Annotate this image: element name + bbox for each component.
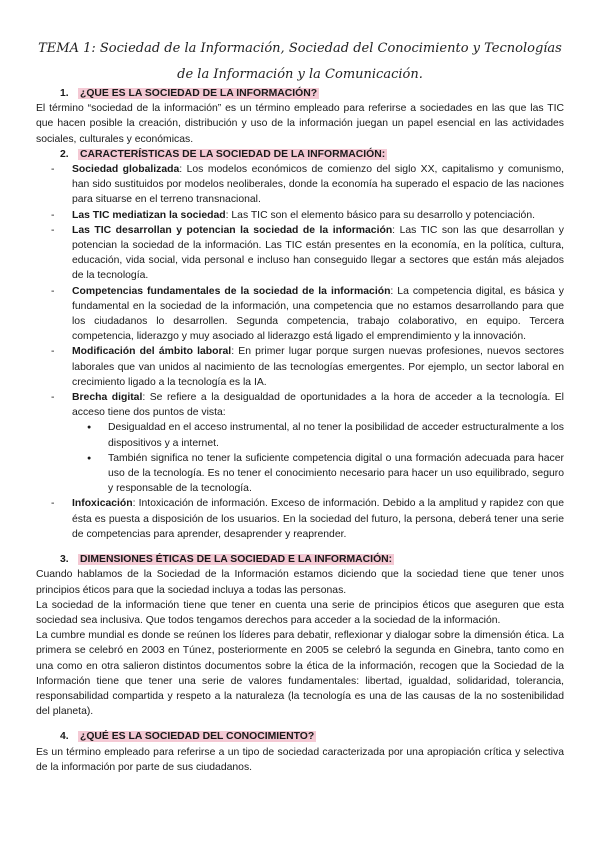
document-body [36, 86, 564, 775]
list-item [36, 496, 564, 542]
characteristics-list [36, 162, 564, 542]
list-item [36, 284, 564, 345]
section-3-paragraph: Cuando hablamos de la Sociedad de la Información estamos diciendo que la sociedad tiene que tener unos principios éticos para que la sociedad incluya a todas las personas. [36, 569, 564, 596]
spacer [36, 542, 564, 552]
item-term: Las TIC mediatizan la sociedad [72, 209, 226, 221]
section-number: 3. [60, 554, 69, 566]
item-term: Modificación del ámbito laboral [72, 346, 232, 358]
list-item [36, 390, 564, 496]
item-term: Infoxicación [72, 498, 133, 510]
item-text: : Los modelos económicos de comienzo del siglo XX, capitalismo y comunismo, han sido sustituidos por modelos neoliberales, donde la economía ha superado el espacio de las naciones para situarse en el terreno transnacional. [72, 164, 564, 206]
brecha-points-list [72, 420, 564, 496]
list-item [36, 344, 564, 390]
item-text: : En primer lugar porque surgen nuevas profesiones, nuevos sectores laborales que van unidos al nacimiento de las tecnologías emergentes. Por ejemplo, un sector laboral en crecimiento ligado a la tecnología es la IA. [72, 346, 564, 388]
heading-text: DIMENSIONES ÉTICAS DE LA SOCIEDAD E LA INFORMACIÓN: [80, 554, 393, 566]
heading-text: ¿QUÉ ES LA SOCIEDAD DEL CONOCIMIENTO? [80, 731, 315, 743]
section-4-heading [60, 729, 564, 744]
item-text: : Las TIC son las que desarrollan y potencian la sociedad de la información. Las TIC están presentes en la economía, en la política, cultura, educación, vida social, vida personal e incluso han conseguido llegar a sectores que están más alejados de la tecnología. [72, 224, 564, 282]
item-term: Brecha digital [72, 392, 143, 404]
list-item [36, 162, 564, 208]
section-1-heading [60, 86, 564, 101]
heading-text: CARACTERÍSTICAS DE LA SOCIEDAD DE LA INFORMACIÓN: [80, 148, 386, 160]
section-1-paragraph: El término “sociedad de la información” es un término empleado para referirse a sociedades en las que las TIC que hacen posible la creación, distribución y uso de la información juegan un papel esencial en las actividades sociales, culturales y económicas. [36, 103, 564, 145]
item-text: : Se refiere a la desigualdad de oportunidades a la hora de acceder a la tecnología. El acceso tiene dos puntos de vista: [72, 392, 564, 419]
section-3-heading [60, 552, 564, 567]
item-term: Competencias fundamentales de la sociedad de la información [72, 285, 391, 297]
section-2-heading [60, 147, 564, 162]
section-3-paragraph: La cumbre mundial es donde se reúnen los líderes para debatir, reflexionar y dialogar sobre la dimensión ética. La primera se celebró en 2003 en Túnez, posteriormente en 2005 se celebró la segunda en Ginebra, tanto como en una como en otra salieron distintos documentos sobre la ética de la información, recogen que la Sociedad de la Información tiene que tener una serie de valores fundamentales: libertad, igualdad, solidaridad, tolerancia, responsabilidad compartida y respeto a la naturaleza (la tecnología es una de las causas de la no sostenibilidad del planeta). [36, 630, 564, 718]
document-title: TEMA 1: Sociedad de la Información, Sociedad del Conocimiento y Tecnologías de la Información y la Comunicación. [38, 41, 562, 82]
item-term: Sociedad globalizada [72, 164, 180, 176]
item-term: Las TIC desarrollan y potencian la sociedad de la información [72, 224, 393, 236]
heading-text: ¿QUE ES LA SOCIEDAD DE LA INFORMACIÓN? [80, 88, 318, 99]
section-number: 1. [60, 88, 69, 99]
spacer [36, 719, 564, 729]
bullet-item: ● Desigualdad en el acceso instrumental, al no tener la posibilidad de acceder estructuralmente a los dispositivos y a internet. [72, 420, 564, 450]
item-text: : Intoxicación de información. Exceso de información. Debido a la amplitud y rapidez con que ésta es puesta a disposición de los usuarios. En la sociedad del futuro, la persona, deberá tener una serie de competencias para aprender, desaprender y reaprender. [72, 498, 564, 540]
list-item [36, 223, 564, 284]
section-3-paragraph: La sociedad de la información tiene que tener en cuenta una serie de principios éticos que aseguren que esta sociedad sea inclusiva. Que todos tengamos derechos para acceder a la sociedad de la información. [36, 599, 564, 626]
section-number: 2. [60, 148, 69, 160]
section-4-paragraph: Es un término empleado para referirse a un tipo de sociedad caracterizada por una apropiación crítica y selectiva de la información por parte de sus ciudadanos. [36, 746, 564, 773]
list-item [36, 208, 564, 223]
item-text: : Las TIC son el elemento básico para su desarrollo y potenciación. [225, 209, 535, 221]
bullet-item: ● También significa no tener la suficiente competencia digital o una formación adecuada para hacer uso de la tecnología. Es no tener el conocimiento necesario para hacer un uso equilibrado, seguro y responsable de la tecnología. [72, 451, 564, 497]
section-number: 4. [60, 731, 69, 743]
item-text: : La competencia digital, es básica y fundamental en la sociedad de la información, una competencia que no estamos desarrollando para que los ciudadanos lo desarrollen. Segunda competencia, trabajo colaborativo, en equipo. Tercera competencia, liderazgo y muy asociado al liderazgo está ligado el emprendimiento y la innovación. [72, 285, 564, 343]
